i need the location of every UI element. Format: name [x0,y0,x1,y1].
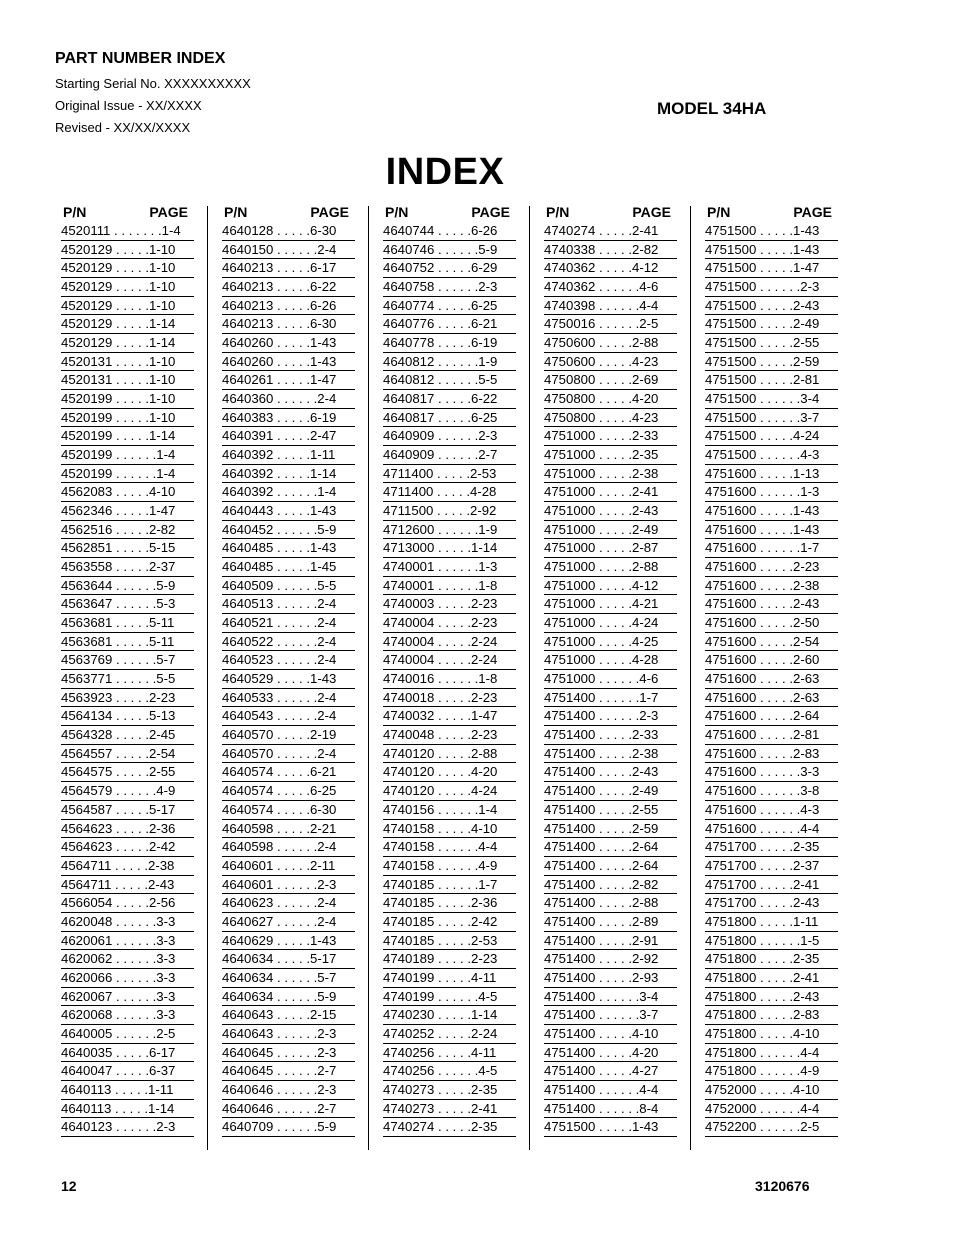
index-entry: 4564711 . . . . .2-38 [61,857,194,876]
index-entry: 4751400 . . . . . .8-4 [544,1100,677,1119]
index-entry: 4640646 . . . . . .2-7 [222,1100,355,1119]
index-entry: 4751000 . . . . .4-28 [544,651,677,670]
index-entry: 4751000 . . . . .2-38 [544,465,677,484]
index-entry: 4751600 . . . . . .1-7 [705,539,838,558]
index-entry: 4640778 . . . . .6-19 [383,334,516,353]
index-entry: 4740004 . . . . .2-24 [383,633,516,652]
index-entry: 4640523 . . . . . .2-4 [222,651,355,670]
index-entry: 4751000 . . . . .4-12 [544,577,677,596]
index-entry: 4751400 . . . . .2-88 [544,894,677,913]
index-entry: 4751400 . . . . . .3-7 [544,1006,677,1025]
index-entry: 4620068 . . . . . .3-3 [61,1006,194,1025]
index-entry: 4640774 . . . . .6-25 [383,297,516,316]
index-entry: 4751500 . . . . .2-81 [705,371,838,390]
page-header: PAGE [793,204,832,220]
original-issue-line: Original Issue - XX/XXXX [55,98,202,113]
index-entry: 4750016 . . . . . .2-5 [544,315,677,334]
index-entry: 4751400 . . . . .2-91 [544,932,677,951]
index-entry: 4751800 . . . . .2-41 [705,969,838,988]
index-entry: 4640533 . . . . . .2-4 [222,689,355,708]
column-divider [690,206,691,1150]
index-entry: 4640128 . . . . .6-30 [222,222,355,241]
index-entry: 4751400 . . . . .4-10 [544,1025,677,1044]
index-entry: 4640513 . . . . . .2-4 [222,595,355,614]
index-entry: 4640601 . . . . . .2-3 [222,876,355,895]
index-entry: 4640213 . . . . .6-30 [222,315,355,334]
index-entry: 4640383 . . . . .6-19 [222,409,355,428]
index-entry: 4740252 . . . . .2-24 [383,1025,516,1044]
index-entry: 4751400 . . . . .2-82 [544,876,677,895]
index-entry: 4752200 . . . . . .2-5 [705,1118,838,1137]
pn-header: P/N [707,204,731,220]
index-entry: 4740185 . . . . . .1-7 [383,876,516,895]
index-entry: 4563558 . . . . .2-37 [61,558,194,577]
index-entry: 4740048 . . . . .2-23 [383,726,516,745]
index-entry: 4751000 . . . . .4-24 [544,614,677,633]
index-entry: 4751700 . . . . .2-35 [705,838,838,857]
index-entry: 4751500 . . . . . .3-4 [705,390,838,409]
index-entry: 4640113 . . . . .1-14 [61,1100,194,1119]
index-entry: 4564623 . . . . .2-36 [61,820,194,839]
index-entry: 4751000 . . . . .2-35 [544,446,677,465]
section-title: PART NUMBER INDEX [55,50,226,67]
index-entry: 4640776 . . . . .6-21 [383,315,516,334]
index-entry: 4751600 . . . . . .4-3 [705,801,838,820]
index-rows [544,222,677,1137]
index-entry: 4564328 . . . . .2-45 [61,726,194,745]
index-entry: 4751500 . . . . . .2-3 [705,278,838,297]
index-entry: 4640709 . . . . . .5-9 [222,1118,355,1137]
index-entry: 4520199 . . . . .1-10 [61,409,194,428]
index-entry: 4564557 . . . . .2-54 [61,745,194,764]
document-number: 3120676 [755,1178,810,1194]
index-entry: 4740003 . . . . .2-23 [383,595,516,614]
index-entry: 4740185 . . . . .2-42 [383,913,516,932]
index-entry: 4751500 . . . . .2-55 [705,334,838,353]
index-entry: 4751600 . . . . .2-50 [705,614,838,633]
index-entry: 4640629 . . . . .1-43 [222,932,355,951]
index-entry: 4520131 . . . . .1-10 [61,353,194,372]
index-entry: 4562083 . . . . .4-10 [61,483,194,502]
index-entry: 4564623 . . . . .2-42 [61,838,194,857]
index-entry: 4520199 . . . . . .1-4 [61,446,194,465]
index-entry: 4740158 . . . . . .4-4 [383,838,516,857]
index-entry: 4740004 . . . . .2-23 [383,614,516,633]
index-entry: 4750800 . . . . .2-69 [544,371,677,390]
index-entry: 4640574 . . . . .6-30 [222,801,355,820]
index-rows [222,222,355,1137]
index-entry: 4751800 . . . . . .4-4 [705,1044,838,1063]
index-entry: 4740273 . . . . .2-35 [383,1081,516,1100]
index-entry: 4751500 . . . . .1-43 [705,241,838,260]
index-entry: 4640260 . . . . .1-43 [222,334,355,353]
index-entry: 4740120 . . . . .4-24 [383,782,516,801]
index-entry: 4751600 . . . . . .4-4 [705,820,838,839]
index-entry: 4640005 . . . . . .2-5 [61,1025,194,1044]
page-header: PAGE [471,204,510,220]
index-entry: 4751500 . . . . . .4-3 [705,446,838,465]
index-entry: 4640634 . . . . . .5-9 [222,988,355,1007]
index-title: INDEX [385,151,505,193]
index-entry: 4564711 . . . . .2-43 [61,876,194,895]
index-entry: 4740274 . . . . .2-35 [383,1118,516,1137]
index-entry: 4563681 . . . . .5-11 [61,614,194,633]
index-entry: 4640452 . . . . . .5-9 [222,521,355,540]
index-entry: 4520199 . . . . .1-14 [61,427,194,446]
index-entry: 4750800 . . . . .4-23 [544,409,677,428]
index-rows [383,222,516,1137]
index-entry: 4740016 . . . . . .1-8 [383,670,516,689]
index-column-1 [61,202,194,1137]
index-entry: 4740018 . . . . .2-23 [383,689,516,708]
model-label: MODEL 34HA [657,99,767,118]
index-entry: 4563644 . . . . . .5-9 [61,577,194,596]
pn-header: P/N [385,204,409,220]
index-entry: 4740362 . . . . . .4-6 [544,278,677,297]
index-entry: 4751000 . . . . .2-87 [544,539,677,558]
index-entry: 4751000 . . . . .2-43 [544,502,677,521]
index-entry: 4751000 . . . . .4-25 [544,633,677,652]
index-entry: 4751400 . . . . . .3-4 [544,988,677,1007]
index-entry: 4751600 . . . . .2-64 [705,707,838,726]
index-entry: 4751800 . . . . . .1-5 [705,932,838,951]
index-entry: 4751400 . . . . . .2-3 [544,707,677,726]
index-entry: 4640817 . . . . .6-22 [383,390,516,409]
index-entry: 4751500 . . . . .2-43 [705,297,838,316]
index-entry: 4640634 . . . . . .5-7 [222,969,355,988]
index-entry: 4740256 . . . . .4-11 [383,1044,516,1063]
index-entry: 4640909 . . . . . .2-3 [383,427,516,446]
index-column-4 [544,202,677,1137]
index-entry: 4751600 . . . . .2-63 [705,670,838,689]
index-entry: 4751600 . . . . .2-23 [705,558,838,577]
index-entry: 4640392 . . . . .1-11 [222,446,355,465]
index-entry: 4562346 . . . . .1-47 [61,502,194,521]
index-entry: 4640744 . . . . .6-26 [383,222,516,241]
index-entry: 4640443 . . . . .1-43 [222,502,355,521]
index-entry: 4640570 . . . . .2-19 [222,726,355,745]
page-header: PAGE [632,204,671,220]
index-entry: 4640643 . . . . .2-15 [222,1006,355,1025]
index-entry: 4751000 . . . . .2-49 [544,521,677,540]
index-entry: 4640150 . . . . . .2-4 [222,241,355,260]
index-entry: 4640522 . . . . . .2-4 [222,633,355,652]
index-entry: 4740120 . . . . .4-20 [383,763,516,782]
index-entry: 4640627 . . . . . .2-4 [222,913,355,932]
index-entry: 4620048 . . . . . .3-3 [61,913,194,932]
index-rows [705,222,838,1137]
index-entry: 4640485 . . . . .1-43 [222,539,355,558]
index-entry: 4640113 . . . . .1-11 [61,1081,194,1100]
index-entry: 4740362 . . . . .4-12 [544,259,677,278]
index-entry: 4751800 . . . . .4-10 [705,1025,838,1044]
index-entry: 4751500 . . . . .2-49 [705,315,838,334]
index-entry: 4640643 . . . . . .2-3 [222,1025,355,1044]
index-entry: 4751000 . . . . .2-88 [544,558,677,577]
index-entry: 4740398 . . . . . .4-4 [544,297,677,316]
index-entry: 4740032 . . . . .1-47 [383,707,516,726]
index-entry: 4740001 . . . . . .1-3 [383,558,516,577]
index-column-3 [383,202,516,1137]
index-entry: 4520129 . . . . .1-14 [61,334,194,353]
index-entry: 4711500 . . . . .2-92 [383,502,516,521]
index-entry: 4751400 . . . . .2-38 [544,745,677,764]
index-entry: 4751600 . . . . .2-54 [705,633,838,652]
index-entry: 4752000 . . . . .4-10 [705,1081,838,1100]
index-entry: 4740199 . . . . . .4-5 [383,988,516,1007]
index-entry: 4751700 . . . . .2-43 [705,894,838,913]
column-header [705,202,838,222]
index-entry: 4751600 . . . . .1-43 [705,521,838,540]
index-entry: 4640601 . . . . .2-11 [222,857,355,876]
index-entry: 4640817 . . . . .6-25 [383,409,516,428]
index-entry: 4520199 . . . . .1-10 [61,390,194,409]
serial-number-line: Starting Serial No. XXXXXXXXXX [55,76,251,91]
index-entry: 4563769 . . . . . .5-7 [61,651,194,670]
index-entry: 4751400 . . . . .2-49 [544,782,677,801]
index-entry: 4751400 . . . . . .4-4 [544,1081,677,1100]
index-entry: 4751600 . . . . .2-60 [705,651,838,670]
index-entry: 4711400 . . . . .2-53 [383,465,516,484]
column-header [544,202,677,222]
page-header: PAGE [149,204,188,220]
index-entry: 4564134 . . . . .5-13 [61,707,194,726]
index-entry: 4751400 . . . . .4-27 [544,1062,677,1081]
index-entry: 4640909 . . . . . .2-7 [383,446,516,465]
index-rows [61,222,194,1137]
index-entry: 4620066 . . . . . .3-3 [61,969,194,988]
column-divider [529,206,530,1150]
index-entry: 4750800 . . . . .4-20 [544,390,677,409]
index-entry: 4713000 . . . . .1-14 [383,539,516,558]
revised-line: Revised - XX/XX/XXXX [55,120,191,135]
index-entry: 4640392 . . . . . .1-4 [222,483,355,502]
index-entry: 4751600 . . . . .2-43 [705,595,838,614]
index-entry: 4640812 . . . . . .5-5 [383,371,516,390]
index-entry: 4640752 . . . . .6-29 [383,259,516,278]
index-entry: 4564579 . . . . . .4-9 [61,782,194,801]
index-entry: 4751400 . . . . .2-55 [544,801,677,820]
index-entry: 4640598 . . . . . .2-4 [222,838,355,857]
index-entry: 4751800 . . . . .1-11 [705,913,838,932]
index-entry: 4740338 . . . . .2-82 [544,241,677,260]
index-entry: 4750600 . . . . .2-88 [544,334,677,353]
index-entry: 4640485 . . . . .1-45 [222,558,355,577]
index-entry: 4751800 . . . . .2-35 [705,950,838,969]
index-entry: 4562516 . . . . .2-82 [61,521,194,540]
column-divider [207,206,208,1150]
index-entry: 4640570 . . . . . .2-4 [222,745,355,764]
index-entry: 4640035 . . . . .6-17 [61,1044,194,1063]
index-entry: 4751400 . . . . .2-89 [544,913,677,932]
index-entry: 4751400 . . . . . .1-7 [544,689,677,708]
index-entry: 4751400 . . . . .2-64 [544,838,677,857]
index-entry: 4751600 . . . . .2-38 [705,577,838,596]
column-divider [368,206,369,1150]
page-header: PAGE [310,204,349,220]
index-entry: 4640812 . . . . . .1-9 [383,353,516,372]
index-entry: 4640758 . . . . . .2-3 [383,278,516,297]
index-entry: 4750600 . . . . .4-23 [544,353,677,372]
index-entry: 4520129 . . . . .1-10 [61,259,194,278]
pn-header: P/N [224,204,248,220]
index-entry: 4740158 . . . . .4-10 [383,820,516,839]
index-entry: 4751400 . . . . .2-59 [544,820,677,839]
column-header [61,202,194,222]
index-entry: 4751800 . . . . .2-43 [705,988,838,1007]
index-entry: 4751400 . . . . .2-92 [544,950,677,969]
index-entry: 4620062 . . . . . .3-3 [61,950,194,969]
index-entry: 4520129 . . . . .1-10 [61,297,194,316]
index-entry: 4563647 . . . . . .5-3 [61,595,194,614]
index-entry: 4751400 . . . . .4-20 [544,1044,677,1063]
index-entry: 4620067 . . . . . .3-3 [61,988,194,1007]
index-entry: 4740273 . . . . .2-41 [383,1100,516,1119]
index-entry: 4751500 . . . . .1-43 [544,1118,677,1137]
page-number: 12 [61,1178,77,1194]
index-entry: 4751500 . . . . . .3-7 [705,409,838,428]
index-entry: 4751000 . . . . .2-33 [544,427,677,446]
index-entry: 4520129 . . . . .1-14 [61,315,194,334]
index-entry: 4751400 . . . . .2-93 [544,969,677,988]
index-entry: 4563923 . . . . .2-23 [61,689,194,708]
index-entry: 4740199 . . . . .4-11 [383,969,516,988]
index-entry: 4520111 . . . . . . .1-4 [61,222,194,241]
index-entry: 4564575 . . . . .2-55 [61,763,194,782]
index-entry: 4562851 . . . . .5-15 [61,539,194,558]
index-entry: 4751000 . . . . .4-21 [544,595,677,614]
index-entry: 4640509 . . . . . .5-5 [222,577,355,596]
index-entry: 4751500 . . . . .2-59 [705,353,838,372]
index-entry: 4751600 . . . . .2-83 [705,745,838,764]
index-entry: 4640392 . . . . .1-14 [222,465,355,484]
index-entry: 4640574 . . . . .6-25 [222,782,355,801]
index-entry: 4566054 . . . . .2-56 [61,894,194,913]
index-entry: 4520199 . . . . . .1-4 [61,465,194,484]
index-entry: 4563681 . . . . .5-11 [61,633,194,652]
index-column-2 [222,202,355,1137]
index-entry: 4751800 . . . . . .4-9 [705,1062,838,1081]
index-entry: 4564587 . . . . .5-17 [61,801,194,820]
index-entry: 4740230 . . . . .1-14 [383,1006,516,1025]
index-entry: 4640260 . . . . .1-43 [222,353,355,372]
index-entry: 4751500 . . . . .1-47 [705,259,838,278]
index-entry: 4751700 . . . . .2-41 [705,876,838,895]
index-entry: 4640646 . . . . . .2-3 [222,1081,355,1100]
index-entry: 4740185 . . . . .2-53 [383,932,516,951]
index-entry: 4740256 . . . . . .4-5 [383,1062,516,1081]
index-entry: 4640123 . . . . . .2-3 [61,1118,194,1137]
index-entry: 4751400 . . . . .2-64 [544,857,677,876]
index-entry: 4640261 . . . . .1-47 [222,371,355,390]
index-entry: 4640645 . . . . . .2-7 [222,1062,355,1081]
index-entry: 4640634 . . . . .5-17 [222,950,355,969]
index-entry: 4640623 . . . . . .2-4 [222,894,355,913]
pn-header: P/N [63,204,87,220]
index-entry: 4740156 . . . . . .1-4 [383,801,516,820]
index-entry: 4740158 . . . . . .4-9 [383,857,516,876]
index-entry: 4751500 . . . . .1-43 [705,222,838,241]
index-entry: 4640574 . . . . .6-21 [222,763,355,782]
index-entry: 4640521 . . . . . .2-4 [222,614,355,633]
index-entry: 4740274 . . . . .2-41 [544,222,677,241]
index-entry: 4740120 . . . . .2-88 [383,745,516,764]
index-entry: 4520129 . . . . .1-10 [61,278,194,297]
index-entry: 4751400 . . . . .2-33 [544,726,677,745]
index-entry: 4640529 . . . . .1-43 [222,670,355,689]
index-entry: 4640213 . . . . .6-22 [222,278,355,297]
index-entry: 4751600 . . . . . .3-3 [705,763,838,782]
column-header [383,202,516,222]
index-entry: 4640645 . . . . . .2-3 [222,1044,355,1063]
index-entry: 4740004 . . . . .2-24 [383,651,516,670]
index-entry: 4520129 . . . . .1-10 [61,241,194,260]
index-entry: 4740185 . . . . .2-36 [383,894,516,913]
index-entry: 4751500 . . . . .4-24 [705,427,838,446]
index-entry: 4620061 . . . . . .3-3 [61,932,194,951]
index-entry: 4640213 . . . . .6-17 [222,259,355,278]
index-entry: 4752000 . . . . . .4-4 [705,1100,838,1119]
index-entry: 4640360 . . . . . .2-4 [222,390,355,409]
index-entry: 4712600 . . . . . .1-9 [383,521,516,540]
index-entry: 4640543 . . . . . .2-4 [222,707,355,726]
index-entry: 4751800 . . . . .2-83 [705,1006,838,1025]
index-entry: 4520131 . . . . .1-10 [61,371,194,390]
index-entry: 4751600 . . . . . .3-8 [705,782,838,801]
index-entry: 4640598 . . . . .2-21 [222,820,355,839]
index-entry: 4640746 . . . . . .5-9 [383,241,516,260]
column-header [222,202,355,222]
index-entry: 4751000 . . . . .2-41 [544,483,677,502]
index-entry: 4751600 . . . . .1-13 [705,465,838,484]
pn-header: P/N [546,204,570,220]
index-entry: 4740189 . . . . .2-23 [383,950,516,969]
index-entry: 4711400 . . . . .4-28 [383,483,516,502]
index-entry: 4740001 . . . . . .1-8 [383,577,516,596]
index-entry: 4640047 . . . . .6-37 [61,1062,194,1081]
index-entry: 4751600 . . . . .1-43 [705,502,838,521]
index-entry: 4563771 . . . . . .5-5 [61,670,194,689]
index-entry: 4751600 . . . . . .1-3 [705,483,838,502]
index-entry: 4751000 . . . . . .4-6 [544,670,677,689]
index-entry: 4751700 . . . . .2-37 [705,857,838,876]
index-entry: 4751400 . . . . .2-43 [544,763,677,782]
index-entry: 4751600 . . . . .2-81 [705,726,838,745]
index-entry: 4640213 . . . . .6-26 [222,297,355,316]
index-entry: 4751600 . . . . .2-63 [705,689,838,708]
index-column-5 [705,202,838,1137]
index-entry: 4640391 . . . . .2-47 [222,427,355,446]
